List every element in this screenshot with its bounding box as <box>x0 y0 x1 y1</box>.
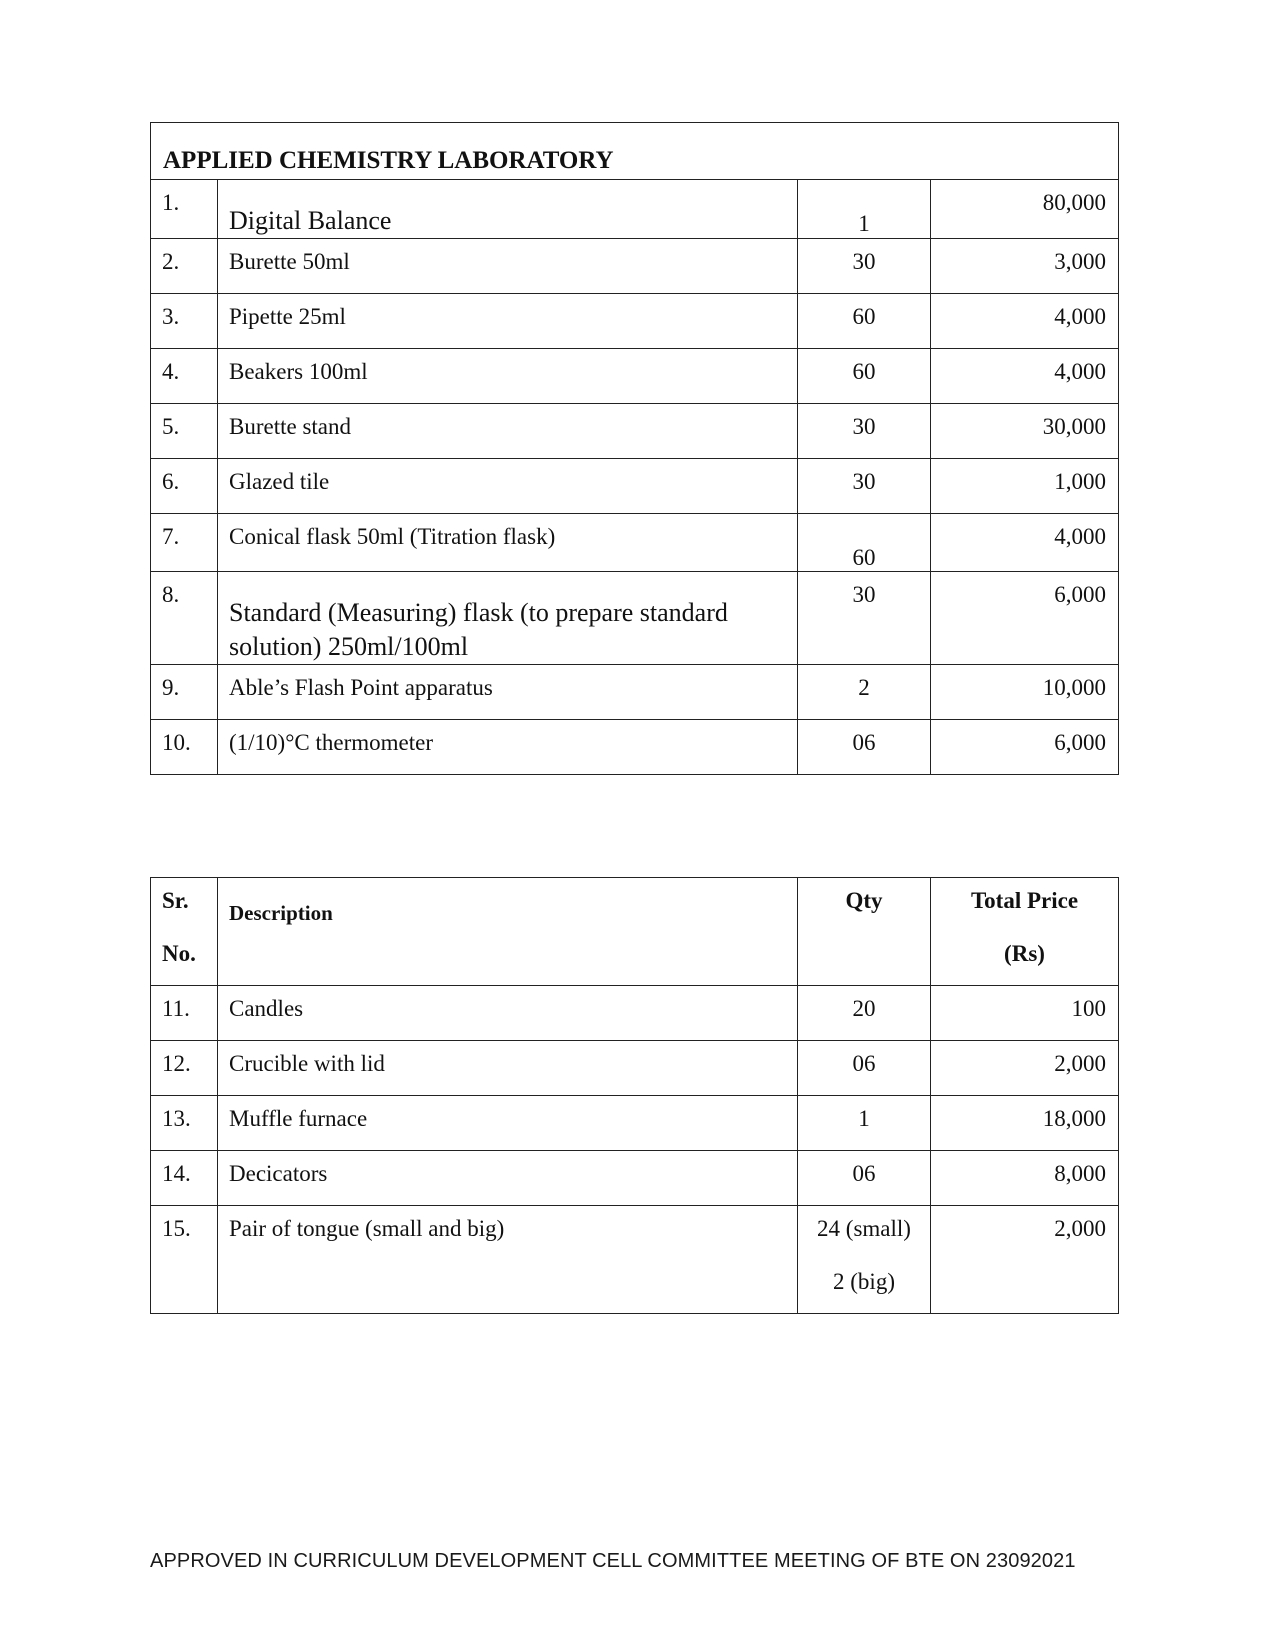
table-row <box>151 1151 1119 1206</box>
table-row <box>151 1096 1119 1151</box>
sr-cell: 11. <box>151 986 218 1041</box>
qty-cell: 20 <box>798 986 931 1041</box>
header-qty: Qty <box>798 878 931 986</box>
table-row <box>151 349 1119 404</box>
price-cell: 80,000 <box>931 180 1119 239</box>
sr-cell: 12. <box>151 1041 218 1096</box>
qty-line1: 24 (small) <box>817 1216 911 1241</box>
applied-chemistry-table <box>150 122 1119 775</box>
sr-cell: 10. <box>151 720 218 775</box>
price-cell: 8,000 <box>931 1151 1119 1206</box>
qty-cell: 30 <box>798 572 931 665</box>
price-cell: 4,000 <box>931 514 1119 572</box>
table-row <box>151 665 1119 720</box>
price-cell: 100 <box>931 986 1119 1041</box>
sr-cell: 7. <box>151 514 218 572</box>
table-row <box>151 720 1119 775</box>
description-cell: (1/10)°C thermometer <box>218 720 798 775</box>
table-title: APPLIED CHEMISTRY LABORATORY <box>151 123 1119 180</box>
price-cell: 4,000 <box>931 349 1119 404</box>
header-price-line1: Total Price <box>970 888 1079 913</box>
sr-cell: 9. <box>151 665 218 720</box>
qty-cell: 06 <box>798 1041 931 1096</box>
sr-cell: 15. <box>151 1206 218 1314</box>
table-row <box>151 404 1119 459</box>
table-row <box>151 180 1119 239</box>
qty-cell: 30 <box>798 404 931 459</box>
equipment-table <box>150 877 1119 1314</box>
table-row <box>151 514 1119 572</box>
description-cell: Digital Balance <box>218 180 798 239</box>
table-row <box>151 986 1119 1041</box>
price-cell: 18,000 <box>931 1096 1119 1151</box>
description-cell: Beakers 100ml <box>218 349 798 404</box>
price-cell: 6,000 <box>931 720 1119 775</box>
sr-cell: 2. <box>151 239 218 294</box>
header-price-line2: (Rs) <box>1004 941 1045 966</box>
description-cell: Pipette 25ml <box>218 294 798 349</box>
qty-cell: 30 <box>798 239 931 294</box>
header-total-price <box>931 878 1119 986</box>
table-row <box>151 1041 1119 1096</box>
qty-cell: 06 <box>798 1151 931 1206</box>
sr-cell: 5. <box>151 404 218 459</box>
sr-cell: 4. <box>151 349 218 404</box>
header-sr-line1: Sr. <box>162 888 189 913</box>
price-cell: 4,000 <box>931 294 1119 349</box>
header-sr-line2: No. <box>162 941 196 966</box>
description-cell: Muffle furnace <box>218 1096 798 1151</box>
table-row <box>151 459 1119 514</box>
table-row <box>151 239 1119 294</box>
approval-footer: APPROVED IN CURRICULUM DEVELOPMENT CELL COMMITTEE MEETING OF BTE ON 23092021 <box>150 1550 1076 1572</box>
qty-cell: 60 <box>798 349 931 404</box>
price-cell: 2,000 <box>931 1041 1119 1096</box>
qty-cell: 1 <box>798 1096 931 1151</box>
description-cell: Decicators <box>218 1151 798 1206</box>
description-cell: Crucible with lid <box>218 1041 798 1096</box>
qty-cell: 30 <box>798 459 931 514</box>
header-description: Description <box>218 878 798 986</box>
qty-cell: 1 <box>798 180 931 239</box>
qty-cell <box>798 1206 931 1314</box>
description-cell: Glazed tile <box>218 459 798 514</box>
table-row <box>151 572 1119 665</box>
qty-cell: 60 <box>798 294 931 349</box>
header-sr-no <box>151 878 218 986</box>
qty-line2: 2 (big) <box>833 1269 895 1294</box>
price-cell: 3,000 <box>931 239 1119 294</box>
table-row <box>151 1206 1119 1314</box>
sr-cell: 14. <box>151 1151 218 1206</box>
sr-cell: 1. <box>151 180 218 239</box>
sr-cell: 3. <box>151 294 218 349</box>
description-cell: Standard (Measuring) flask (to prepare standard solution) 250ml/100ml <box>218 572 798 665</box>
table-header-row <box>151 878 1119 986</box>
description-cell: Pair of tongue (small and big) <box>218 1206 798 1314</box>
table-title-row <box>151 123 1119 180</box>
description-cell: Burette 50ml <box>218 239 798 294</box>
price-cell: 2,000 <box>931 1206 1119 1314</box>
description-cell: Candles <box>218 986 798 1041</box>
sr-cell: 13. <box>151 1096 218 1151</box>
description-cell: Conical flask 50ml (Titration flask) <box>218 514 798 572</box>
qty-cell: 06 <box>798 720 931 775</box>
qty-cell: 2 <box>798 665 931 720</box>
price-cell: 6,000 <box>931 572 1119 665</box>
qty-cell: 60 <box>798 514 931 572</box>
sr-cell: 8. <box>151 572 218 665</box>
price-cell: 30,000 <box>931 404 1119 459</box>
description-cell: Burette stand <box>218 404 798 459</box>
table-row <box>151 294 1119 349</box>
price-cell: 1,000 <box>931 459 1119 514</box>
sr-cell: 6. <box>151 459 218 514</box>
description-cell: Able’s Flash Point apparatus <box>218 665 798 720</box>
price-cell: 10,000 <box>931 665 1119 720</box>
